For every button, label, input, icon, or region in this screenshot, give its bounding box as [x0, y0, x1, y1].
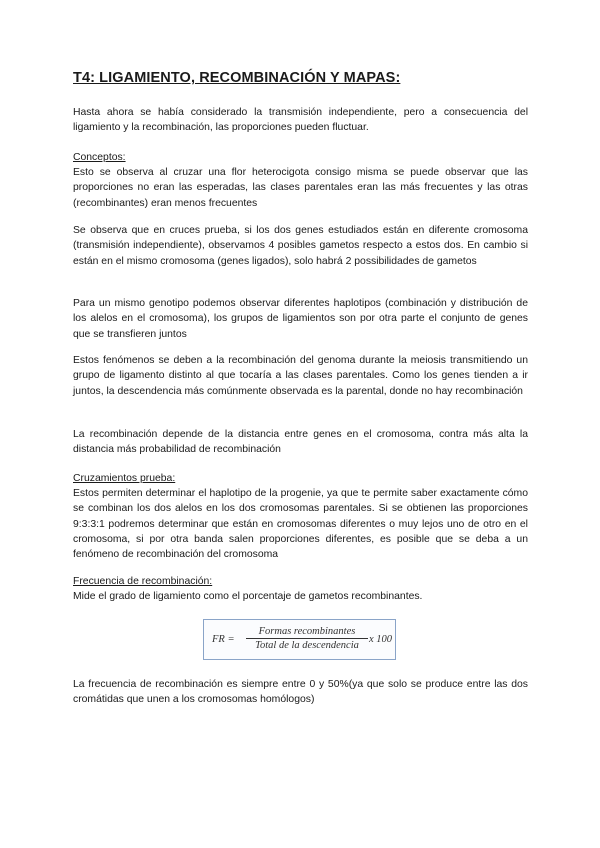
conceptos-heading: Conceptos: — [73, 152, 126, 163]
formula-numerator: Formas recombinantes — [246, 626, 368, 639]
intro-paragraph: Hasta ahora se había considerado la transmisión independiente, pero a consecuencia del ligamiento y la recombinación, las proporciones pueden fluctuar. — [73, 107, 528, 134]
conceptos-paragraph-5: La recombinación depende de la distancia entre genes en el cromosoma, contra más alta la distancia más probabilidad de recombinación — [73, 429, 528, 456]
conceptos-paragraph-2: Se observa que en cruces prueba, si los dos genes estudiados están en diferente cromosoma (transmisión independiente), observamos 4 posibles gametos respecto a estos dos. En cambio si están en el mismo cromosoma (genes ligados), solo habrá 2 possibilidades de gametos — [73, 225, 528, 267]
cruzamientos-paragraph-1: Estos permiten determinar el haplotipo de la progenie, ya que te permite saber exactamente cómo se combinan los dos alelos en los dos cromosomas parentales. Si se obtienen las proporciones 9:3:3:1 podremos determinar que están en cromosomas diferentes o muy lejos uno de otro en el cromosoma, si por otra banda salen proporciones diferentes, es posible que se deba a un fenómeno de recombinación del cromosoma — [73, 488, 528, 561]
formula-lhs: FR = — [212, 634, 235, 645]
cruzamientos-heading: Cruzamientos prueba: — [73, 473, 176, 484]
conceptos-paragraph-1: Esto se observa al cruzar una flor heterocigota consigo misma se puede observar que las proporciones no eran las esperadas, las clases parentales eran las más frecuentes y las otras (recombinantes) eran menos frecuentes — [73, 167, 528, 209]
page-title: T4: LIGAMIENTO, RECOMBINACIÓN Y MAPAS: — [73, 70, 401, 86]
frecuencia-paragraph-1: Mide el grado de ligamiento como el porcentaje de gametos recombinantes. — [73, 591, 423, 602]
frecuencia-heading: Frecuencia de recombinación: — [73, 576, 213, 587]
formula-fraction — [246, 626, 368, 651]
recombination-frequency-formula — [203, 619, 396, 660]
conceptos-paragraph-4: Estos fenómenos se deben a la recombinación del genoma durante la meiosis transmitiendo un grupo de ligamento distinto al que tocaría a las clases parentales. Como los genes tienden a ir juntos, la descendencia más comúnmente observada es la parental, donde no hay recombinación — [73, 355, 528, 397]
conceptos-paragraph-3: Para un mismo genotipo podemos observar diferentes haplotipos (combinación y distribución de los alelos en el cromosoma), los grupos de ligamientos son por otra parte el conjunto de genes que se transfieren juntos — [73, 298, 528, 340]
frecuencia-paragraph-2: La frecuencia de recombinación es siempre entre 0 y 50%(ya que solo se produce entre las dos cromátidas que unen a los cromosomas homólogos) — [73, 679, 528, 706]
formula-rhs: x 100 — [369, 634, 393, 645]
formula-denominator: Total de la descendencia — [255, 640, 359, 651]
